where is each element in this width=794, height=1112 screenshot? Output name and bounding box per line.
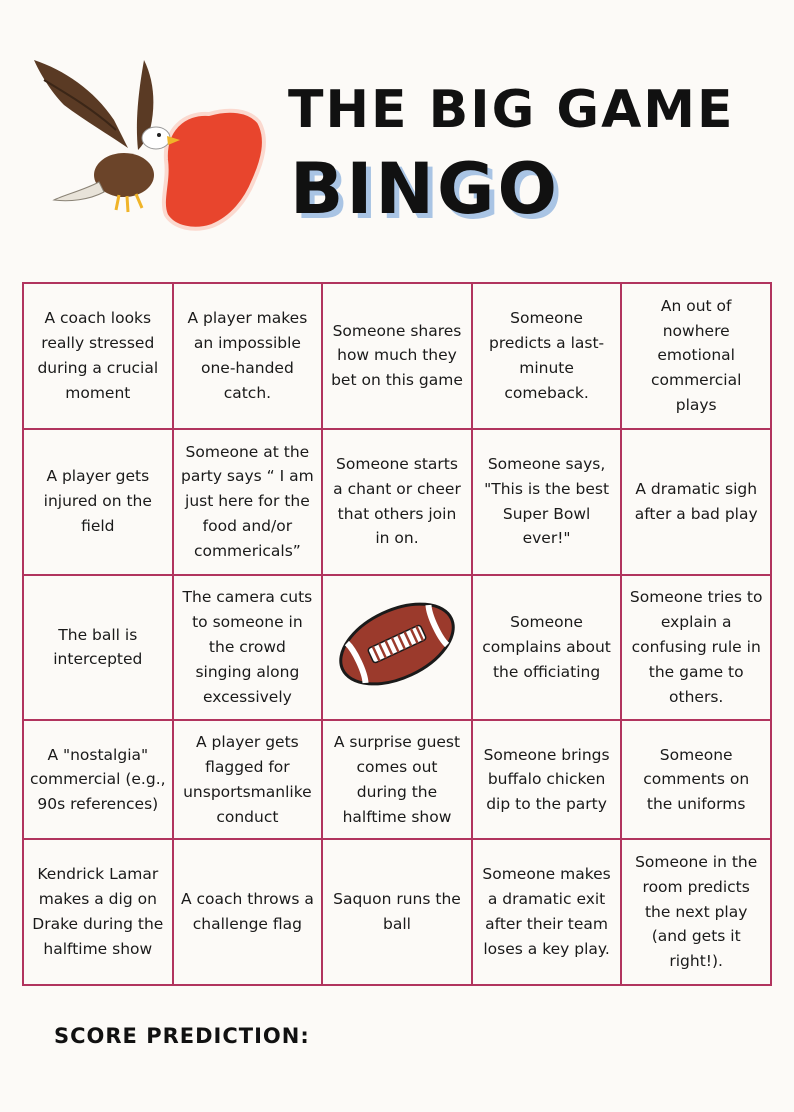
bingo-square: Someone predicts a last-minute comeback. [472, 283, 622, 429]
bingo-square: Kendrick Lamar makes a dig on Drake during the halftime show [23, 839, 173, 985]
bingo-square: The camera cuts to someone in the crowd singing along excessively [173, 575, 323, 721]
bingo-card [22, 282, 772, 986]
page-title-line-1: THE BIG GAME [288, 80, 735, 140]
bingo-square: A surprise guest comes out during the halftime show [322, 720, 472, 839]
bingo-row [23, 575, 771, 721]
bingo-square: A dramatic sigh after a bad play [621, 429, 771, 575]
football-icon [334, 592, 460, 696]
score-prediction-label: SCORE PREDICTION: [54, 1024, 310, 1048]
bingo-square: A player gets flagged for unsportsmanlike conduct [173, 720, 323, 839]
bingo-square: Someone starts a chant or cheer that others join in on. [322, 429, 472, 575]
eagle-icon [24, 50, 274, 240]
bingo-square: Someone brings buffalo chicken dip to the party [472, 720, 622, 839]
bingo-square: Someone comments on the uniforms [621, 720, 771, 839]
bingo-row [23, 429, 771, 575]
bingo-square: A coach looks really stressed during a crucial moment [23, 283, 173, 429]
bingo-square: A player makes an impossible one-handed catch. [173, 283, 323, 429]
bingo-square: Someone complains about the officiating [472, 575, 622, 721]
bingo-row [23, 283, 771, 429]
bingo-square: Someone at the party says “ I am just here for the food and/or commericals” [173, 429, 323, 575]
bingo-row [23, 839, 771, 985]
bingo-square: A coach throws a challenge flag [173, 839, 323, 985]
page-title-bingo: BINGO [290, 148, 560, 230]
bingo-square: The ball is intercepted [23, 575, 173, 721]
bingo-square: Someone makes a dramatic exit after their team loses a key play. [472, 839, 622, 985]
bingo-square: An out of nowhere emotional commercial plays [621, 283, 771, 429]
bingo-square: A "nostalgia" commercial (e.g., 90s references) [23, 720, 173, 839]
bingo-square: Saquon runs the ball [322, 839, 472, 985]
bingo-square: A player gets injured on the field [23, 429, 173, 575]
bingo-free-space [322, 575, 472, 721]
bingo-square: Someone says, "This is the best Super Bowl ever!" [472, 429, 622, 575]
bingo-row [23, 720, 771, 839]
bingo-square: Someone shares how much they bet on this game [322, 283, 472, 429]
bingo-square: Someone tries to explain a confusing rule in the game to others. [621, 575, 771, 721]
bingo-square: Someone in the room predicts the next play (and gets it right!). [621, 839, 771, 985]
